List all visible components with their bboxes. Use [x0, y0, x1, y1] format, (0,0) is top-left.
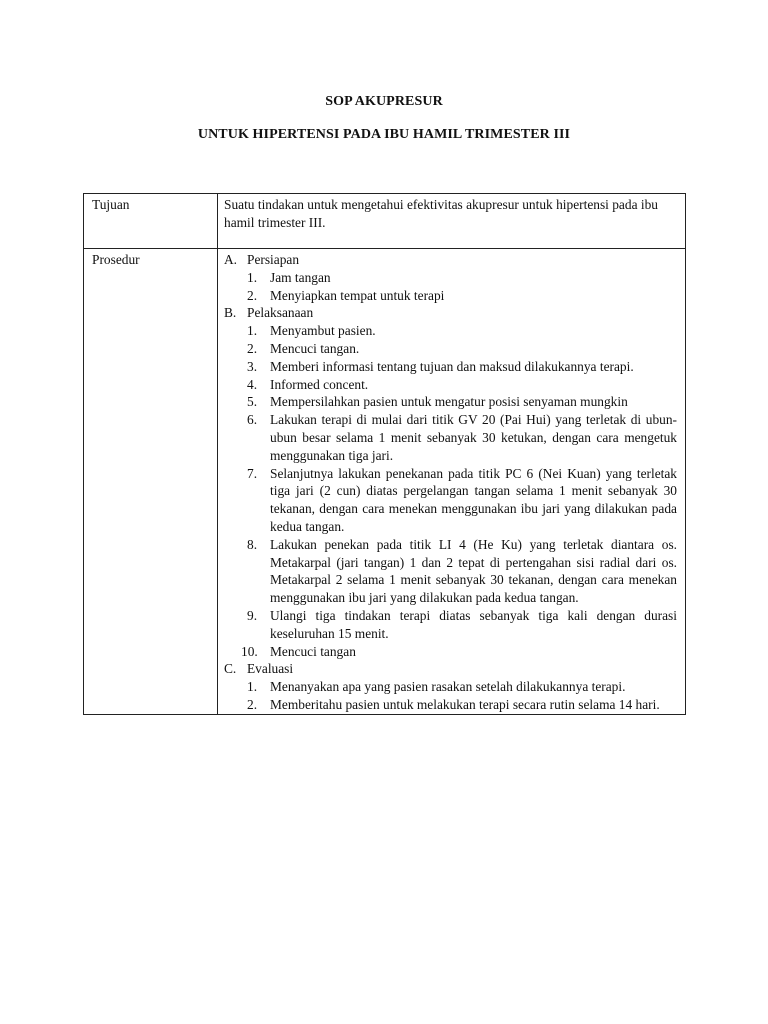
list-item [224, 322, 677, 340]
prosedur-label: Prosedur [84, 249, 218, 715]
list-item [224, 465, 677, 536]
document-subtitle: UNTUK HIPERTENSI PADA IBU HAMIL TRIMESTER III [197, 127, 571, 142]
item-text: Memberitahu pasien untuk melakukan terapi secara rutin selama 14 hari. [270, 696, 660, 712]
item-text: Informed concent. [270, 376, 369, 392]
section-pelaksanaan [224, 304, 677, 322]
item-text: Selanjutnya lakukan penekanan pada titik PC 6 (Nei Kuan) yang terletak tiga jari (2 cun) diatas pergelangan tangan selama 1 menit sebanyak 30 tekanan, dengan cara menekan menggunakan ibu jari yang dilakukan pada kedua tangan. [270, 465, 677, 534]
document-title: SOP AKUPRESUR [325, 94, 443, 109]
item-number: 1. [247, 679, 258, 695]
section-persiapan [224, 251, 677, 269]
item-number: 1. [247, 323, 258, 339]
item-text: Menyiapkan tempat untuk terapi [270, 287, 445, 303]
item-number: 3. [247, 358, 258, 374]
list-item [224, 269, 677, 287]
item-text: Mencuci tangan. [270, 340, 360, 356]
item-number: 1. [247, 269, 258, 285]
item-number: 2. [247, 696, 258, 712]
item-number: 2. [247, 340, 258, 356]
list-item [224, 607, 677, 643]
section-title: Evaluasi [247, 661, 294, 677]
tujuan-text: Suatu tindakan untuk mengetahui efektivitas akupresur untuk hipertensi pada ibu hamil trimester III. [218, 194, 686, 249]
item-number: 4. [247, 376, 258, 392]
item-number: 5. [247, 394, 258, 410]
list-item [224, 536, 677, 607]
list-item [224, 696, 677, 714]
item-number: 2. [247, 287, 258, 303]
section-title: Persiapan [247, 252, 300, 267]
list-item [224, 287, 677, 305]
item-number: 6. [247, 412, 258, 428]
table-row-tujuan [84, 194, 686, 249]
item-text: Menanyakan apa yang pasien rasakan setelah dilakukannya terapi. [270, 679, 626, 695]
item-text: Lakukan terapi di mulai dari titik GV 20 (Pai Hui) yang terletak di ubun-ubun besar selama 1 menit sebanyak 30 ketukan, dengan cara mengetuk menggunakan tiga jari. [270, 412, 677, 463]
item-text: Mencuci tangan [270, 643, 356, 659]
list-item [224, 358, 677, 376]
list-item [224, 643, 677, 661]
list-item [224, 340, 677, 358]
item-number: 8. [247, 536, 258, 552]
item-number: 7. [247, 465, 258, 481]
item-text: Mempersilahkan pasien untuk mengatur posisi senyaman mungkin [270, 394, 628, 410]
table-row-prosedur [84, 249, 686, 715]
prosedur-content [218, 249, 686, 715]
item-text: Jam tangan [270, 269, 331, 285]
section-letter: A. [224, 252, 238, 267]
item-number: 9. [247, 607, 258, 623]
section-title: Pelaksanaan [247, 305, 314, 321]
list-item [224, 678, 677, 696]
list-item [224, 393, 677, 411]
sop-table [83, 193, 686, 715]
section-letter: C. [224, 661, 237, 677]
item-text: Memberi informasi tentang tujuan dan maksud dilakukannya terapi. [270, 358, 634, 374]
item-number: 10. [241, 643, 258, 659]
tujuan-label: Tujuan [84, 194, 218, 249]
list-item [224, 411, 677, 464]
section-letter: B. [224, 305, 237, 321]
section-evaluasi [224, 660, 677, 678]
item-text: Ulangi tiga tindakan terapi diatas sebanyak tiga kali dengan durasi keseluruhan 15 menit. [270, 607, 677, 641]
item-text: Lakukan penekan pada titik LI 4 (He Ku) yang terletak diantara os. Metakarpal (jari tangan) 1 dan 2 tepat di pertengahan sisi radial dari os. Metakarpal 2 selama 1 menit sebanyak 30 tekanan, dengan cara menekan menggunakan ibu jari yang dilakukan pada kedua tangan. [270, 536, 677, 606]
item-text: Menyambut pasien. [270, 323, 376, 339]
list-item [224, 376, 677, 394]
